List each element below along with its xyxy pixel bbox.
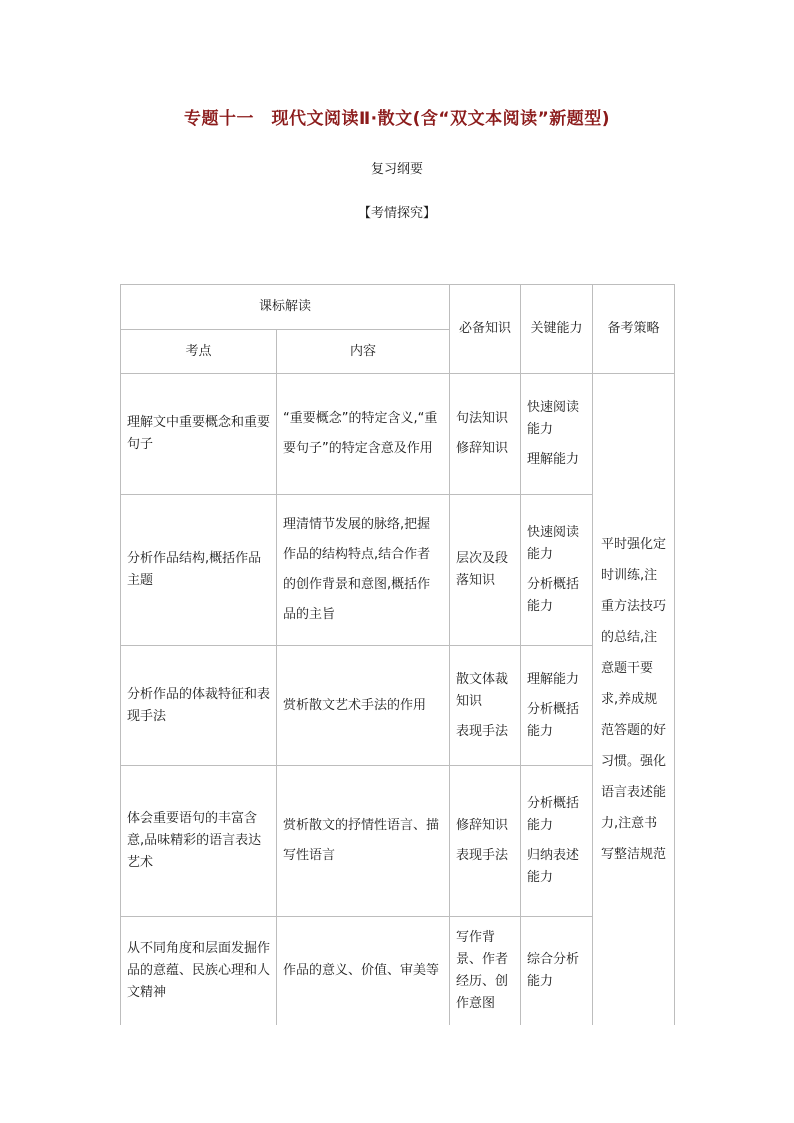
row-knowledge: 句法知识 修辞知识 — [450, 374, 521, 495]
table-row — [121, 917, 675, 1025]
row-ability: 分析概括能力 归纳表述能力 — [521, 766, 593, 917]
table-row — [121, 495, 675, 646]
row-kaodian: 体会重要语句的丰富含意,品味精彩的语言表达艺术 — [121, 766, 277, 917]
row-knowledge: 写作背景、作者经历、创作意图 — [450, 917, 521, 1025]
table-row — [121, 766, 675, 917]
table-row — [121, 374, 675, 495]
row-knowledge: 散文体裁知识 表现手法 — [450, 646, 521, 766]
row-ability: 综合分析能力 — [521, 917, 593, 1025]
row-ability: 快速阅读能力 分析概括能力 — [521, 495, 593, 646]
header-neirong: 内容 — [277, 330, 450, 374]
row-kaodian: 分析作品的体裁特征和表现手法 — [121, 646, 277, 766]
row-neirong: 理清情节发展的脉络,把握作品的结构特点,结合作者的创作背景和意图,概括作品的主旨 — [277, 495, 450, 646]
header-ability: 关键能力 — [521, 285, 593, 374]
header-strategy: 备考策略 — [593, 285, 675, 374]
page-title: 专题十一 现代文阅读Ⅱ·散文(含“双文本阅读”新题型) — [183, 109, 611, 129]
row-neirong: 赏析散文的抒情性语言、描写性语言 — [277, 766, 450, 917]
table-row — [121, 646, 675, 766]
row-kaodian: 从不同角度和层面发掘作品的意蕴、民族心理和人文精神 — [121, 917, 277, 1025]
header-kaodian: 考点 — [121, 330, 277, 374]
row-knowledge: 修辞知识 表现手法 — [450, 766, 521, 917]
row-knowledge: 层次及段落知识 — [450, 495, 521, 646]
strategy-cell: 平时强化定时训练,注重方法技巧的总结,注意题干要求,养成规范答题的好习惯。强化语言表述能力,注意书写整洁规范 — [593, 374, 675, 1025]
row-ability: 快速阅读能力 理解能力 — [521, 374, 593, 495]
header-kebiao: 课标解读 — [121, 285, 450, 330]
page-subtitle: 复习纲要 — [370, 162, 423, 177]
exam-analysis-table — [120, 284, 675, 1025]
row-neirong: 作品的意义、价值、审美等 — [277, 917, 450, 1025]
row-neirong: “重要概念”的特定含义,“重要句子”的特定含意及作用 — [277, 374, 450, 495]
section-heading: 【考情探究】 — [357, 206, 436, 221]
row-kaodian: 理解文中重要概念和重要句子 — [121, 374, 277, 495]
row-neirong: 赏析散文艺术手法的作用 — [277, 646, 450, 766]
header-knowledge: 必备知识 — [450, 285, 521, 374]
row-kaodian: 分析作品结构,概括作品主题 — [121, 495, 277, 646]
row-ability: 理解能力 分析概括能力 — [521, 646, 593, 766]
